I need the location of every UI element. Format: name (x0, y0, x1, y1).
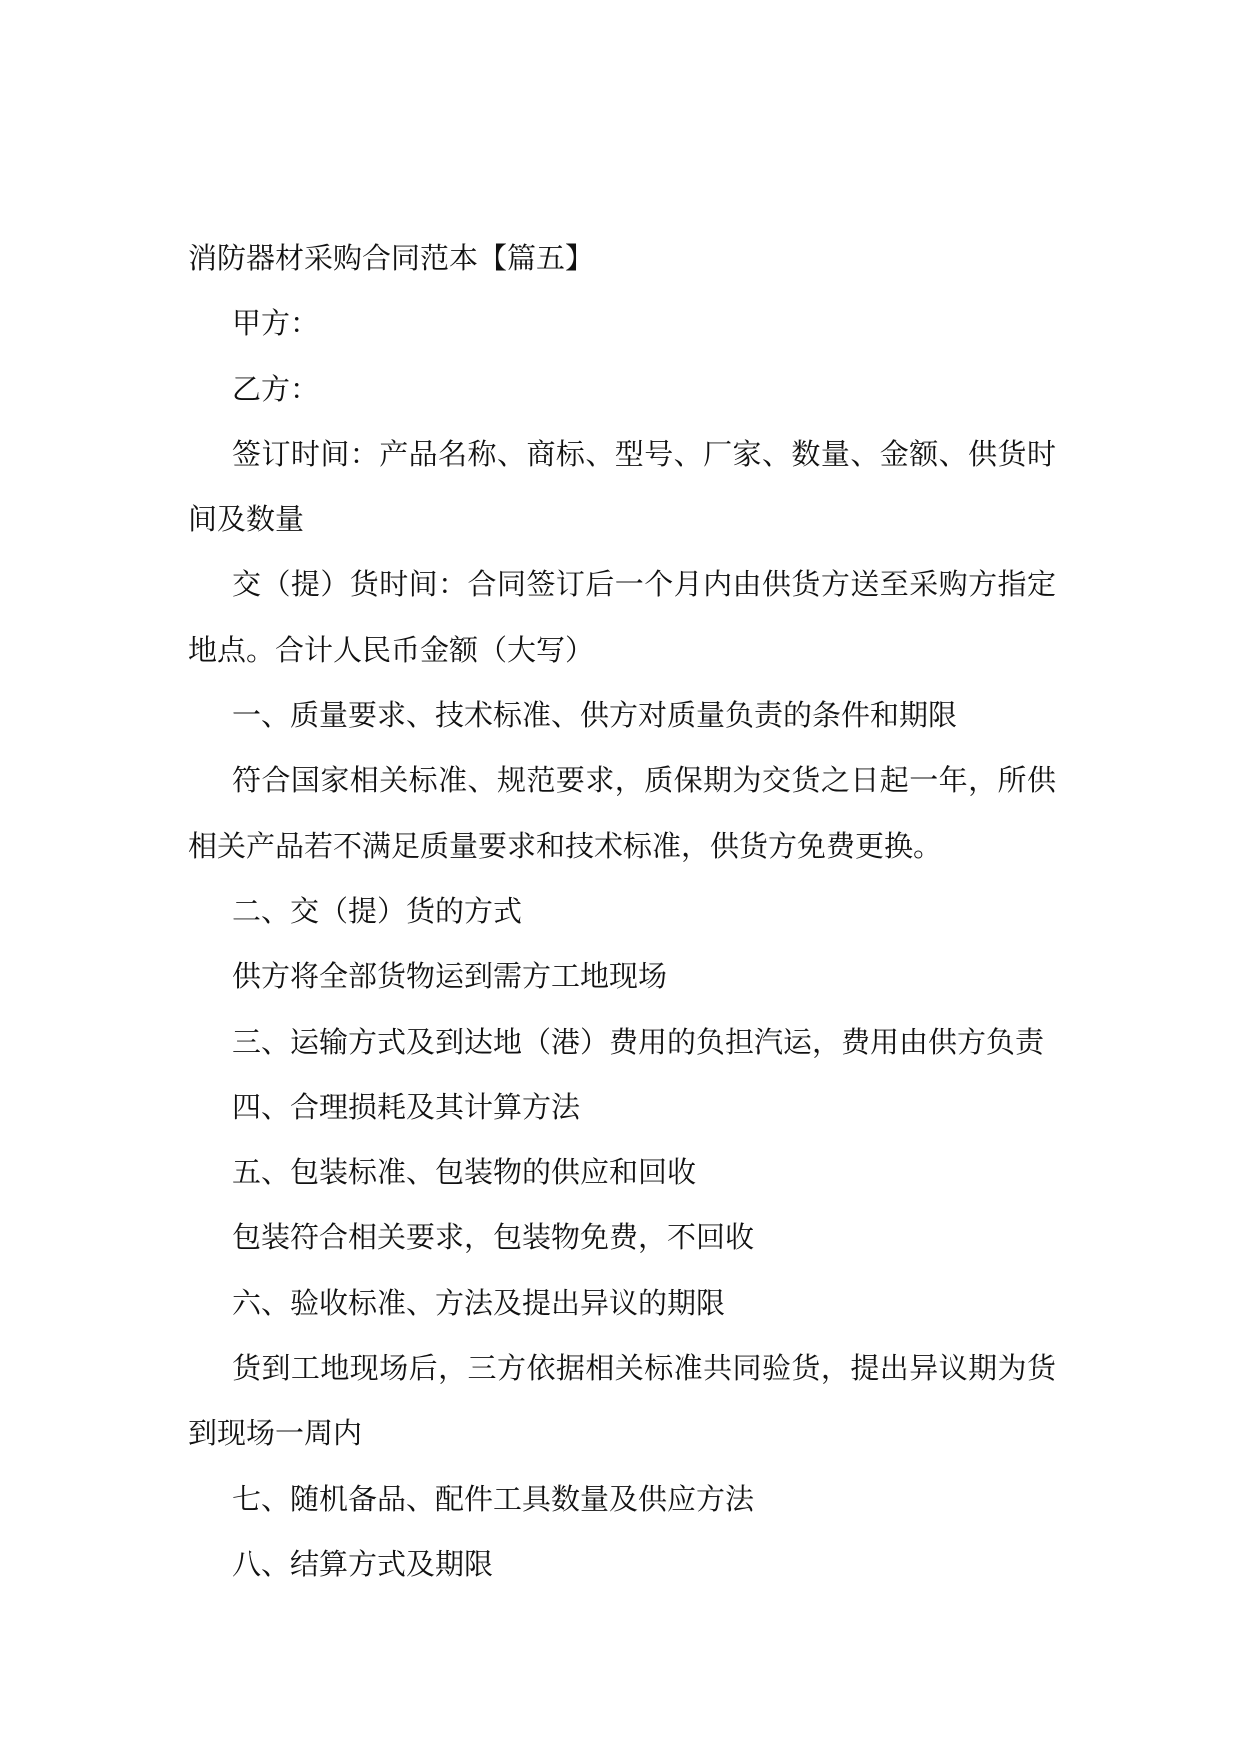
section-4-heading: 四、合理损耗及其计算方法 (232, 1089, 581, 1124)
party-b-label: 乙方： (232, 371, 320, 406)
signing-time-line-1: 签订时间：产品名称、商标、型号、厂家、数量、金额、供货时 (232, 436, 1056, 471)
document-body (188, 226, 1056, 1597)
section-1-heading: 一、质量要求、技术标准、供方对质量负责的条件和期限 (232, 698, 958, 733)
section-1-body-line-2: 相关产品若不满足质量要求和技术标准，供货方免费更换。 (188, 828, 943, 863)
section-6-body-line-2: 到现场一周内 (188, 1416, 363, 1451)
section-5-heading: 五、包装标准、包装物的供应和回收 (232, 1155, 697, 1190)
section-2-body: 供方将全部货物运到需方工地现场 (232, 959, 668, 994)
document-title: 消防器材采购合同范本【篇五】 (188, 241, 595, 275)
signing-time-line-2: 间及数量 (188, 502, 305, 537)
delivery-time-line-1: 交（提）货时间：合同签订后一个月内由供货方送至采购方指定 (232, 567, 1056, 602)
section-3-heading: 三、运输方式及到达地（港）费用的负担汽运，费用由供方负责 (232, 1024, 1045, 1059)
section-5-body: 包装符合相关要求，包装物免费，不回收 (232, 1220, 755, 1255)
section-6-body-line-1: 货到工地现场后，三方依据相关标准共同验货，提出异议期为货 (232, 1351, 1056, 1386)
party-a-label: 甲方： (232, 306, 320, 341)
delivery-time-line-2: 地点。合计人民币金额（大写） (188, 632, 595, 667)
section-6-heading: 六、验收标准、方法及提出异议的期限 (232, 1285, 726, 1320)
section-2-heading: 二、交（提）货的方式 (232, 893, 523, 928)
section-7-heading: 七、随机备品、配件工具数量及供应方法 (232, 1481, 755, 1516)
section-1-body-line-1: 符合国家相关标准、规范要求，质保期为交货之日起一年，所供 (232, 763, 1056, 798)
section-8-heading: 八、结算方式及期限 (232, 1546, 494, 1581)
